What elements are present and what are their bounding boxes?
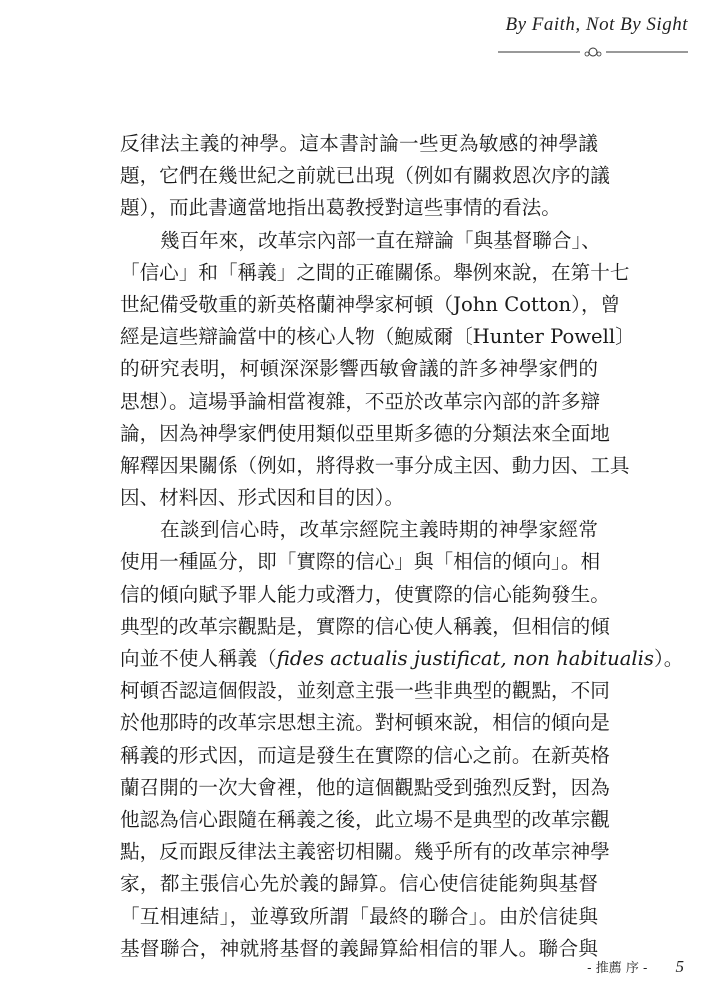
- section-label: - 推薦 序 -: [587, 961, 648, 976]
- text-line: 題），而此書適當地指出葛教授對這些事情的看法。: [120, 196, 561, 220]
- text-line: 解釋因果關係（例如，將得救一事分成主因、動力因、工具: [120, 453, 630, 477]
- text-line: 經是這些辯論當中的核心人物（鮑威爾〔Hunter Powell〕: [120, 325, 635, 349]
- text-line: 於他那時的改革宗思想主流。對柯頓來說，相信的傾向是: [120, 711, 610, 735]
- text-line: 世紀備受敬重的新英格蘭神學家柯頓（John Cotton），曾: [120, 292, 621, 316]
- body-text: [120, 128, 684, 965]
- book-title: By Faith, Not By Sight: [505, 14, 688, 35]
- text-line: 蘭召開的一次大會裡，他的這個觀點受到強烈反對，因為: [120, 775, 610, 799]
- text-line: 典型的改革宗觀點是，實際的信心使人稱義，但相信的傾: [120, 614, 610, 638]
- ornament-rule-icon: [498, 46, 688, 58]
- text-line: 稱義的形式因，而這是發生在實際的信心之前。在新英格: [120, 743, 610, 767]
- page-footer: [0, 957, 684, 977]
- text-line: 幾百年來，改革宗內部一直在辯論「與基督聯合」、: [160, 228, 601, 252]
- paragraph-2: [120, 225, 635, 515]
- text-line: 「信心」和「稱義」之間的正確關係。舉例來說，在第十七: [120, 260, 630, 284]
- text-line: 「互相連結」，並導致所謂「最終的聯合」。由於信徒與: [120, 904, 598, 928]
- paragraph-1: [120, 128, 610, 225]
- text-line: 論，因為神學家們使用類似亞里斯多德的分類法來全面地: [120, 421, 610, 445]
- text-line: 使用一種區分，即「實際的信心」與「相信的傾向」。相: [120, 550, 601, 574]
- text-line: 信的傾向賦予罪人能力或潛力，使實際的信心能夠發生。: [120, 582, 610, 606]
- text-line: 點，反而跟反律法主義密切相關。幾乎所有的改革宗神學: [120, 840, 610, 864]
- page-number: 5: [675, 957, 684, 976]
- text-line: 他認為信心跟隨在稱義之後，此立場不是典型的改革宗觀: [120, 807, 610, 831]
- text-line: 柯頓否認這個假設，並刻意主張一些非典型的觀點，不同: [120, 679, 610, 703]
- text-line: 家，都主張信心先於義的歸算。信心使信徒能夠與基督: [120, 872, 598, 896]
- text-line: 在談到信心時，改革宗經院主義時期的神學家經常: [160, 518, 598, 542]
- text-after-latin: ）。: [653, 647, 684, 670]
- paragraph-3: [120, 514, 684, 965]
- text-line: 題，它們在幾世紀之前就已出現（例如有關救恩次序的議: [120, 164, 610, 188]
- latin-phrase: fides actualis justificat, non habitualis: [276, 647, 654, 670]
- text-line: 反律法主義的神學。這本書討論一些更為敏感的神學議: [120, 132, 598, 155]
- text-line: 因、材料因、形式因和目的因）。: [120, 486, 405, 510]
- text-line: 基督聯合，神就將基督的義歸算給相信的罪人。聯合與: [120, 936, 598, 960]
- text-line: 的研究表明，柯頓深深影響西敏會議的許多神學家們的: [120, 357, 598, 381]
- latin-text-line: [120, 643, 684, 675]
- text-before-latin: 向並不使人稱義（: [120, 647, 277, 670]
- text-line: 思想）。這場爭論相當複雜，不亞於改革宗內部的許多辯: [120, 389, 601, 413]
- running-header: [468, 14, 688, 70]
